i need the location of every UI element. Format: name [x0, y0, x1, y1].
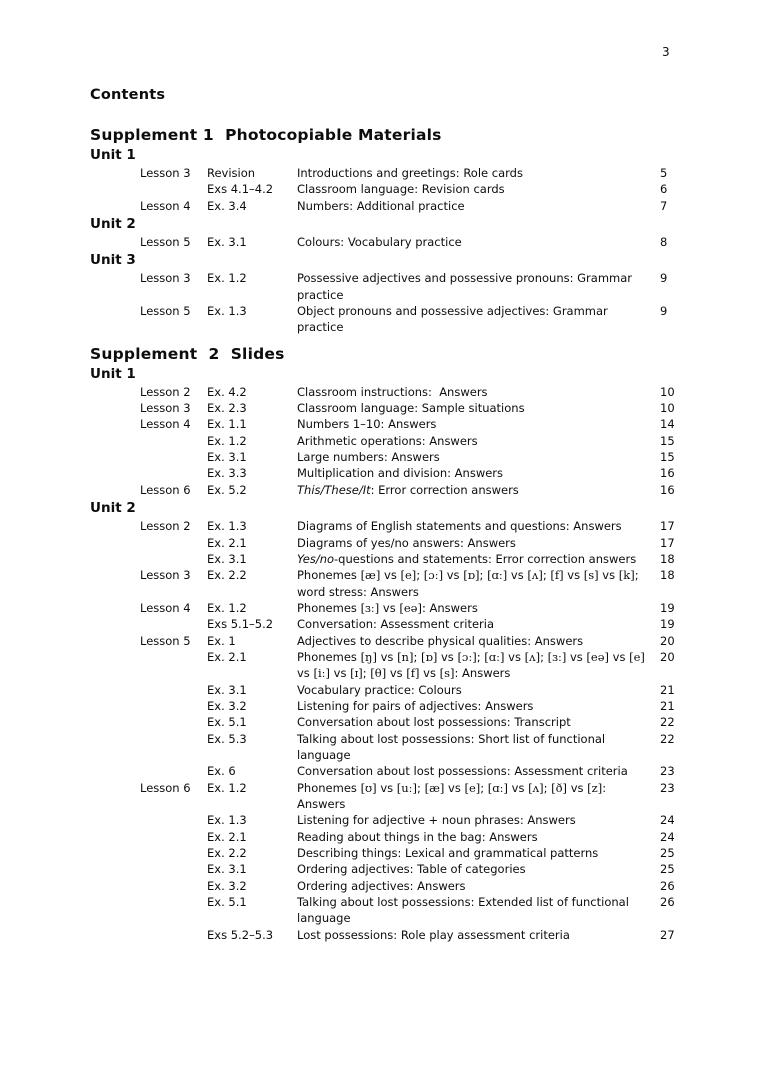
supplement-heading: Supplement 1 Photocopiable Materials	[90, 126, 442, 144]
description-cell: Introductions and greetings: Role cards	[297, 166, 523, 180]
phoneme-symbol: [ɑː]	[487, 568, 508, 583]
phoneme-symbol: [n]	[397, 649, 414, 664]
exercise-cell: Ex. 1.3	[207, 304, 247, 319]
lesson-cell	[140, 894, 207, 927]
toc-sections	[90, 126, 675, 943]
page-ref-cell: 26	[660, 895, 675, 910]
phoneme-symbol: [ʊ]	[360, 780, 377, 795]
exercise-cell: Ex. 1.1	[207, 417, 247, 432]
supplement-heading: Supplement 2 Slides	[90, 344, 285, 363]
exercise-cell: Revision	[207, 166, 256, 180]
phoneme-symbol: [ŋ]	[360, 649, 377, 664]
exercise-cell: Ex. 1.2	[207, 780, 247, 795]
description-cell: Adjectives to describe physical qualities: Answers	[297, 633, 584, 648]
page-ref-cell: 9	[660, 271, 668, 286]
exercise-cell: Ex. 1.2	[207, 433, 247, 448]
toc-row	[90, 567, 675, 600]
description-cell: Ordering adjectives: Answers	[297, 878, 466, 893]
exercise-cell: Exs 5.2–5.3	[207, 927, 274, 942]
toc-row	[90, 812, 675, 828]
lesson-cell	[140, 698, 207, 714]
description-cell: Reading about things in the bag: Answers	[297, 829, 538, 844]
toc-row	[90, 198, 670, 214]
description-cell: Object pronouns and possessive adjectives: Grammar practice	[297, 304, 612, 335]
description-cell: This/These/It: Error correction answers	[297, 482, 519, 497]
phoneme-symbol: [θ]	[370, 666, 387, 681]
description-cell: Talking about lost possessions: Extended list of functional language	[297, 895, 633, 926]
lesson-cell	[140, 829, 207, 845]
page-ref-cell: 21	[660, 682, 675, 697]
description-cell: Classroom language: Revision cards	[297, 182, 505, 197]
phoneme-symbol: [uː]	[396, 780, 418, 795]
page-ref-cell: 5	[660, 166, 668, 180]
unit-heading: Unit 3	[90, 252, 136, 269]
toc-row	[90, 433, 675, 449]
lesson-cell	[140, 927, 207, 943]
contents-title: Contents	[90, 87, 166, 103]
phoneme-symbol: [ʌ]	[528, 780, 544, 795]
toc-row	[90, 181, 670, 197]
lesson-cell	[140, 812, 207, 828]
lesson-cell: Lesson 3	[140, 568, 191, 583]
toc-row	[90, 698, 675, 714]
toc-row	[90, 465, 675, 481]
exercise-cell: Ex. 6	[207, 764, 236, 779]
phoneme-symbol: [eə]	[399, 600, 422, 615]
page-ref-cell: 15	[660, 450, 675, 465]
exercise-cell: Ex. 1.2	[207, 600, 247, 615]
description-cell: Phonemes [ɜː] vs [eə]: Answers	[297, 600, 478, 615]
page-ref-cell: 25	[660, 862, 675, 877]
toc-row	[90, 861, 675, 877]
lesson-cell	[140, 731, 207, 764]
phoneme-symbol: [e]	[629, 649, 645, 664]
page-ref-cell: 24	[660, 813, 675, 828]
description-cell: Conversation about lost possessions: Transcript	[297, 715, 571, 730]
description-cell: Multiplication and division: Answers	[297, 466, 504, 481]
phoneme-symbol: [æ]	[424, 780, 445, 795]
page-ref-cell: 23	[660, 764, 675, 779]
lesson-cell: Lesson 5	[140, 633, 191, 648]
page-ref-cell: 6	[660, 182, 668, 197]
exercise-cell: Ex. 2.1	[207, 829, 247, 844]
lesson-cell: Lesson 2	[140, 519, 191, 534]
page-ref-cell: 14	[660, 417, 675, 432]
toc-row	[90, 535, 675, 551]
page-ref-cell: 19	[660, 617, 675, 632]
exercise-cell: Ex. 2.1	[207, 649, 247, 664]
lesson-cell	[140, 763, 207, 779]
exercise-cell: Ex. 3.1	[207, 551, 247, 566]
phoneme-symbol: [ɑː]	[484, 649, 505, 664]
toc-row	[90, 449, 675, 465]
page-ref-cell: 22	[660, 715, 675, 730]
lesson-cell: Lesson 5	[140, 304, 191, 319]
lesson-cell: Lesson 4	[140, 600, 191, 615]
exercise-cell: Ex. 5.1	[207, 715, 247, 730]
description-cell: Vocabulary practice: Colours	[297, 682, 462, 697]
lesson-cell: Lesson 5	[140, 235, 191, 250]
unit-heading: Unit 2	[90, 216, 136, 233]
toc-row	[90, 270, 670, 303]
exercise-cell: Ex. 5.3	[207, 731, 247, 746]
toc-row	[90, 633, 675, 649]
exercise-cell: Exs 5.1–5.2	[207, 617, 274, 632]
toc-row	[90, 878, 675, 894]
lesson-cell: Lesson 3	[140, 166, 191, 180]
description-cell: Phonemes [æ] vs [e]; [ɔː] vs [ɒ]; [ɑː] vs [ʌ]; [f] vs [s] vs [k]; word stress: Answers	[297, 568, 643, 599]
phoneme-symbol: [ɪ]	[350, 666, 363, 681]
toc-row	[90, 384, 675, 400]
toc-row	[90, 927, 675, 943]
description-cell: Numbers: Additional practice	[297, 198, 465, 213]
page-ref-cell: 21	[660, 698, 675, 713]
toc-row	[90, 303, 670, 336]
page-ref-cell: 18	[660, 551, 675, 566]
lesson-cell: Lesson 6	[140, 780, 191, 795]
exercise-cell: Ex. 2.2	[207, 568, 247, 583]
toc-row	[90, 165, 670, 181]
phoneme-symbol: [ʌ]	[524, 649, 541, 664]
lesson-cell	[140, 714, 207, 730]
description-cell: Numbers 1–10: Answers	[297, 417, 437, 432]
exercise-cell: Ex. 1.2	[207, 271, 247, 286]
toc-row	[90, 518, 675, 534]
description-cell: Listening for adjective + noun phrases: Answers	[297, 813, 576, 828]
phoneme-symbol: [æ]	[360, 568, 381, 583]
phoneme-symbol: [ð]	[551, 780, 568, 795]
lesson-cell	[140, 181, 207, 197]
lesson-cell: Lesson 4	[140, 198, 191, 213]
description-cell: Colours: Vocabulary practice	[297, 235, 462, 250]
lesson-cell	[140, 449, 207, 465]
exercise-cell: Ex. 3.3	[207, 466, 247, 481]
description-cell: Diagrams of yes/no answers: Answers	[297, 535, 516, 550]
page-ref-cell: 20	[660, 649, 675, 664]
lesson-cell	[140, 535, 207, 551]
page-ref-cell: 24	[660, 829, 675, 844]
exercise-cell: Ex. 4.2	[207, 384, 247, 399]
page-ref-cell: 23	[660, 780, 675, 795]
phoneme-symbol: [iː]	[313, 666, 330, 681]
toc-row	[90, 234, 670, 250]
exercise-cell: Ex. 3.1	[207, 450, 247, 465]
description-cell: Large numbers: Answers	[297, 450, 440, 465]
exercise-cell: Ex. 3.2	[207, 878, 247, 893]
phoneme-symbol: [e]	[400, 568, 417, 583]
lesson-cell	[140, 682, 207, 698]
exercise-cell: Ex. 3.1	[207, 862, 247, 877]
toc-row	[90, 714, 675, 730]
phoneme-symbol: [e]	[464, 780, 481, 795]
page-ref-cell: 27	[660, 927, 675, 942]
italic-text: Yes/no	[297, 551, 335, 566]
exercise-cell: Ex. 3.4	[207, 198, 247, 213]
page-ref-cell: 17	[660, 535, 675, 550]
phoneme-symbol: [s]	[583, 568, 599, 583]
exercise-cell: Ex. 2.2	[207, 846, 247, 861]
toc-row	[90, 416, 675, 432]
toc-row	[90, 616, 675, 632]
description-cell: Yes/no-questions and statements: Error correction answers	[297, 551, 637, 566]
lesson-cell	[140, 649, 207, 682]
description-cell: Classroom instructions: Answers	[297, 384, 488, 399]
exercise-cell: Ex. 3.2	[207, 698, 247, 713]
phoneme-symbol: [ɔː]	[423, 568, 444, 583]
page-ref-cell: 7	[660, 198, 668, 213]
description-cell: Conversation about lost possessions: Assessment criteria	[297, 764, 628, 779]
italic-text: This/These/It	[297, 482, 371, 497]
description-cell: Ordering adjectives: Table of categories	[297, 862, 526, 877]
lesson-cell	[140, 861, 207, 877]
lesson-cell: Lesson 3	[140, 271, 191, 286]
description-cell: Arithmetic operations: Answers	[297, 433, 478, 448]
toc-row	[90, 780, 675, 813]
unit-heading: Unit 2	[90, 500, 136, 517]
toc-row	[90, 894, 675, 927]
description-cell: Possessive adjectives and possessive pronouns: Grammar practice	[297, 271, 636, 302]
page-ref-cell: 15	[660, 433, 675, 448]
toc-row	[90, 763, 675, 779]
phoneme-symbol: [f]	[406, 666, 420, 681]
page-ref-cell: 16	[660, 466, 675, 481]
page-ref-cell: 17	[660, 519, 675, 534]
lesson-cell	[140, 551, 207, 567]
toc-row	[90, 551, 675, 567]
page-ref-cell: 16	[660, 482, 675, 497]
page-ref-cell: 10	[660, 401, 675, 416]
page-ref-cell: 20	[660, 633, 675, 648]
unit-heading: Unit 1	[90, 147, 136, 163]
lesson-cell	[140, 433, 207, 449]
lesson-cell: Lesson 2	[140, 384, 191, 399]
page-ref-cell: 19	[660, 600, 675, 615]
phoneme-symbol: [f]	[550, 568, 564, 583]
phoneme-symbol: [ɒ]	[420, 649, 438, 664]
exercise-cell: Ex. 1.3	[207, 813, 247, 828]
description-cell: Describing things: Lexical and grammatical patterns	[297, 846, 599, 861]
lesson-cell: Lesson 4	[140, 417, 191, 432]
exercise-cell: Ex. 2.1	[207, 535, 247, 550]
phoneme-symbol: [z]	[587, 780, 603, 795]
toc-row	[90, 731, 675, 764]
lesson-cell	[140, 878, 207, 894]
lesson-cell: Lesson 3	[140, 401, 191, 416]
exercise-cell: Ex. 5.1	[207, 895, 247, 910]
phoneme-symbol: [k]	[618, 568, 635, 583]
toc-row	[90, 482, 675, 498]
description-cell: Conversation: Assessment criteria	[297, 617, 494, 632]
unit-heading: Unit 1	[90, 365, 136, 382]
page-number: 3	[662, 45, 670, 59]
description-cell: Listening for pairs of adjectives: Answers	[297, 698, 534, 713]
page-ref-cell: 9	[660, 304, 668, 319]
phoneme-symbol: [ɒ]	[463, 568, 480, 583]
phoneme-symbol: [ɜː]	[360, 600, 380, 615]
phoneme-symbol: [ʌ]	[527, 568, 543, 583]
exercise-cell: Ex. 1.3	[207, 519, 247, 534]
phoneme-symbol: [eə]	[586, 649, 610, 664]
phoneme-symbol: [ɜː]	[547, 649, 567, 664]
lesson-cell	[140, 845, 207, 861]
exercise-cell: Exs 4.1–4.2	[207, 182, 274, 197]
toc-row	[90, 649, 675, 682]
exercise-cell: Ex. 1	[207, 633, 236, 648]
lesson-cell: Lesson 6	[140, 482, 191, 497]
page-ref-cell: 8	[660, 235, 668, 250]
exercise-cell: Ex. 5.2	[207, 482, 247, 497]
page-ref-cell: 22	[660, 731, 675, 746]
toc-row	[90, 829, 675, 845]
page-ref-cell: 18	[660, 568, 675, 583]
description-cell: Diagrams of English statements and questions: Answers	[297, 519, 622, 534]
page-ref-cell: 26	[660, 878, 675, 893]
toc-row	[90, 682, 675, 698]
exercise-cell: Ex. 3.1	[207, 235, 247, 250]
page-ref-cell: 25	[660, 846, 675, 861]
toc-row	[90, 400, 675, 416]
lesson-cell	[140, 616, 207, 632]
description-cell: Lost possessions: Role play assessment criteria	[297, 927, 570, 942]
description-cell: Talking about lost possessions: Short list of functional language	[297, 731, 609, 762]
description-cell: Phonemes [ʊ] vs [uː]; [æ] vs [e]; [ɑː] vs [ʌ]; [ð] vs [z]: Answers	[297, 780, 610, 811]
contents-page-body	[90, 87, 675, 943]
phoneme-symbol: [ɑː]	[487, 780, 509, 795]
description-cell: Classroom language: Sample situations	[297, 401, 525, 416]
toc-row	[90, 600, 675, 616]
lesson-cell	[140, 465, 207, 481]
toc-row	[90, 845, 675, 861]
phoneme-symbol: [ɔː]	[457, 649, 477, 664]
page-ref-cell: 10	[660, 384, 675, 399]
phoneme-symbol: [s]	[439, 666, 455, 681]
exercise-cell: Ex. 2.3	[207, 401, 247, 416]
exercise-cell: Ex. 3.1	[207, 682, 247, 697]
description-cell: Phonemes [ŋ] vs [n]; [ɒ] vs [ɔː]; [ɑː] vs [ʌ]; [ɜː] vs [eə] vs [e] vs [iː] vs [ɪ]; [θ] vs [f] vs [s]: Answers	[297, 649, 649, 681]
